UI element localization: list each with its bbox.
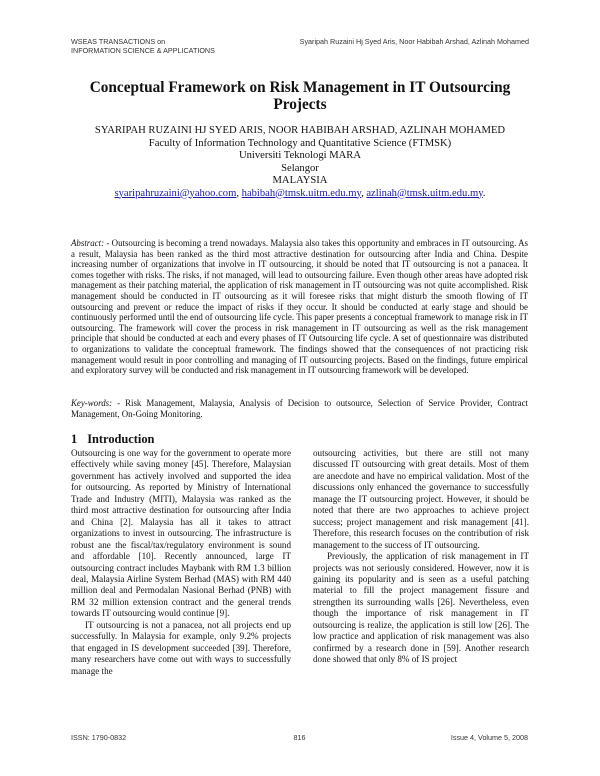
section-heading [71, 432, 154, 446]
affiliation-faculty: Faculty of Information Technology and Quantitative Science (FTMSK) [148, 137, 452, 149]
paragraph: IT outsourcing is not a panacea, not all projects end up successfully. In Malaysia for example, only 9.2% projects that engaged in IS development succeeded [39]. Therefore, many researchers have come out with ways to successfully manage the [71, 619, 291, 676]
section-number: 1 [71, 432, 78, 446]
body-column-left [71, 448, 291, 677]
author-names: SYARIPAH RUZAINI HJ SYED ARIS, NOOR HABIBAH ARSHAD, AZLINAH MOHAMED [94, 125, 506, 136]
footer-issn: ISSN: 1790-0832 [71, 733, 127, 742]
email-link[interactable]: azlinah@tmsk.uitm.edu.my [366, 187, 483, 199]
keywords [71, 398, 528, 419]
paragraph: outsourcing activities, but there are still not many discussed IT outsourcing with great details. Most of them are anecdote and have no empirical validation. Most of the discussions only enhanced the governance to successfully manage the IT outsourcing project. However, it should be noted that there are two approaches to achieve project success; project management and risk management [41]. Therefore, this research focuses on the contribution of risk management to the success of IT outsourcing. [313, 448, 529, 550]
section-title: Introduction [87, 432, 155, 446]
email-separator: , [361, 187, 367, 199]
email-link[interactable]: habibah@tmsk.uitm.edu.my [241, 187, 362, 199]
email-separator: , [236, 187, 242, 199]
paper-title: Conceptual Framework on Risk Management in IT Outsourcing Projects [89, 79, 511, 113]
email-link[interactable]: syaripahruzaini@yahoo.com [114, 187, 237, 199]
keywords-label: Key-words: [71, 398, 113, 408]
paragraph: Previously, the application of risk management in IT projects was not seriously considered. However, now it is gaining its popularity and is seen as a useful patching material to fill the project management fissure and strengthen its surrounding walls [26]. Nevertheless, even though the importance of risk management in IT outsourcing is realize, the application is still low [26]. The low practice and application of risk management was also confirmed by a research done in [59]. Another research done showed that only 8% of IS project [313, 551, 529, 665]
affiliation-state: Selangor [281, 162, 319, 174]
body-column-right [313, 448, 529, 666]
page-number: 816 [293, 733, 306, 742]
affiliation-country: MALAYSIA [272, 175, 328, 186]
keywords-text: - Risk Management, Malaysia, Analysis of Decision to outsource, Selection of Service Provider, Contract Management, On-Going Monitoring. [71, 398, 528, 419]
abstract-text: - Outsourcing is becoming a trend nowadays. Malaysia also takes this opportunity and embraces in IT outsourcing. As a result, Malaysia has been ranked as the third most attractive destination for outsourcing after India and China. Despite increasing number of organizations that involve in IT outsourcing, it should be noted that IT outsourcing is not a panacea. It comes together with risks. The risks, if not managed, will lead to outsourcing failure. Even though other areas have adopted risk management as their patching material, the application of risk management in IT outsourcing was not quite accomplished. Risk management should be conducted in IT outsourcing as it will foresee risks that might disturb the smooth flowing of IT outsourcing and prevent or reduce the impact of risks if they occur. It should be conducted at early stage and should be continuously performed until the end of outsourcing life cycle. This paper presents a conceptual framework to manage risk in IT outsourcing. The framework will cover the process in risk management in IT outsourcing as well as the risk management principle that should be conducted at each and every phases of IT Outsourcing life cycle. A set of questionnaire was distributed to organizations to validate the conceptual framework. The findings showed that the consequences of not practicing risk management would result in poor controlling and managing of IT outsourcing projects. Based on the findings, future empirical and exploratory survey will be conducted and risk management in IT outsourcing framework will be developed. [71, 238, 528, 376]
page-footer [71, 733, 528, 743]
journal-name-line2: INFORMATION SCIENCE & APPLICATIONS [71, 46, 215, 55]
journal-name-line1: WSEAS TRANSACTIONS on [71, 37, 166, 46]
abstract [71, 238, 528, 376]
affiliation-university: Universiti Teknologi MARA [238, 150, 362, 161]
author-block [60, 125, 540, 200]
author-emails [60, 188, 540, 201]
journal-header [71, 37, 271, 55]
footer-issue: Issue 4, Volume 5, 2008 [450, 733, 528, 742]
email-end: . [482, 187, 486, 199]
paragraph: Outsourcing is one way for the government to operate more effectively while saving money [45]. Therefore, Malaysian government has actively involved and supported the idea for outsourcing. As reported by Ministry of International Trade and Industry (MITI), Malaysia was ranked as the third most attractive destination for outsourcing after India and China [2]. Malaysia has all it takes to attract organizations to invest in outsourcing. The infrastructure is robust ane the fiscal/tax/regulatory environment is sound and affordable [10]. Recently announced, large IT outsourcing contract includes Maybank with RM 1.3 billion deal, Malaysia Airline System Berhad (MAS) with RM 440 million deal and Permodalan Nasional Berhad (PNB) with RM 32 million extension contract and the general trends towards IT outsourcing would continue [9]. [71, 448, 291, 619]
abstract-label: Abstract: [71, 238, 105, 248]
running-authors: Syaripah Ruzaini Hj Syed Aris, Noor Habibah Arshad, Azlinah Mohamed [299, 37, 529, 46]
